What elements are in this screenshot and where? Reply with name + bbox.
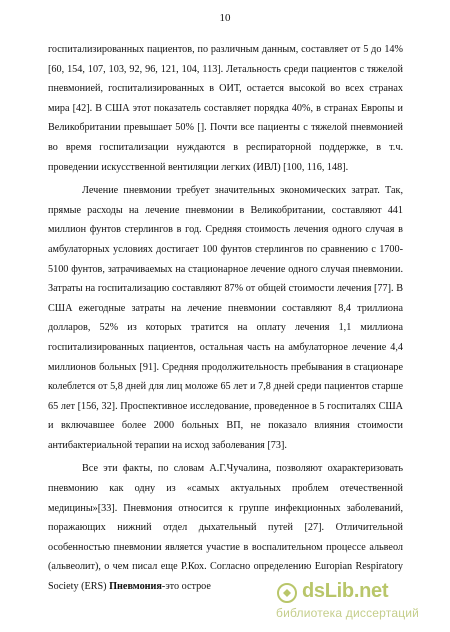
watermark-logo: dsLib.net bbox=[302, 580, 389, 602]
page-number: 10 bbox=[219, 12, 231, 24]
paragraph-3-tail: -это острое bbox=[161, 581, 211, 593]
dslib-logo-icon bbox=[276, 582, 298, 604]
paragraph-1: госпитализированных пациентов, по различным данным, составляет от 5 до 14% [60, 154, 107, 103, 92, 96, 121, 104, 113]. Летальность среди пациентов с тяжелой пневмонией, госпитализированных в ОИТ, остается высокой во всех странах мира [42]. В США этот показатель составляет порядка 40%, в странах Европы и Великобритании превышает 50% []. Почти все пациенты с тяжелой пневмонией во время госпитализации нуждаются в респираторной поддержке, в т.ч. проведении искусственной вентиляции легких (ИВЛ) [100, 116, 148]. bbox=[48, 44, 403, 173]
watermark-subtitle: библиотека диссертаций bbox=[276, 606, 420, 620]
term-pneumonia: Пневмония bbox=[109, 581, 162, 593]
site-watermark[interactable] bbox=[276, 580, 436, 624]
paragraph-3 bbox=[48, 459, 403, 596]
document-body bbox=[48, 40, 403, 597]
paragraph-3-text: Все эти факты, по словам А.Г.Чучалина, позволяют охарактеризовать пневмонию как одну из «самых актуальных проблем отечественной медицины»[33]. Пневмония относится к группе инфекционных заболеваний, поражающих нижний отдел дыхательный путей [27]. Отличительной особенностью пневмонии является участие в воспалительном процессе альвеол (альвеолит), о чем писал еще Р.Кох. Согласно определению Europian Respiratory Society (ERS) bbox=[48, 463, 403, 593]
paragraph-2: Лечение пневмонии требует значительных экономических затрат. Так, прямые расходы на лечение пневмонии в Великобритании, составляют 441 миллион фунтов стерлингов в год. Средняя стоимость лечения одного случая в амбулаторных условиях достигает 100 фунтов стерлингов по сравнению с 1700-5100 фунтов, затрачиваемых на стационарное лечение одного случая пневмонии. Затраты на госпитализацию составляют 87% от общей стоимости лечения [77]. В США ежегодные затраты на лечение пневмонии составляют 8,4 триллиона долларов, 52% из которых тратится на оплату лечения 1,1 миллиона госпитализированных пациентов, остальная часть на амбулаторное лечение 4,4 миллионов больных [91]. Средняя продолжительность пребывания в стационаре колеблется от 5,8 дней для лиц моложе 65 лет и 7,8 дней среди пациентов старше 65 лет [156, 32]. Проспективное исследование, проведенное в 5 госпиталях США и включавшее более 2000 больных ВП, не показало влияния стоимости антибактериальной терапии на исход заболевания [73]. bbox=[48, 185, 403, 451]
